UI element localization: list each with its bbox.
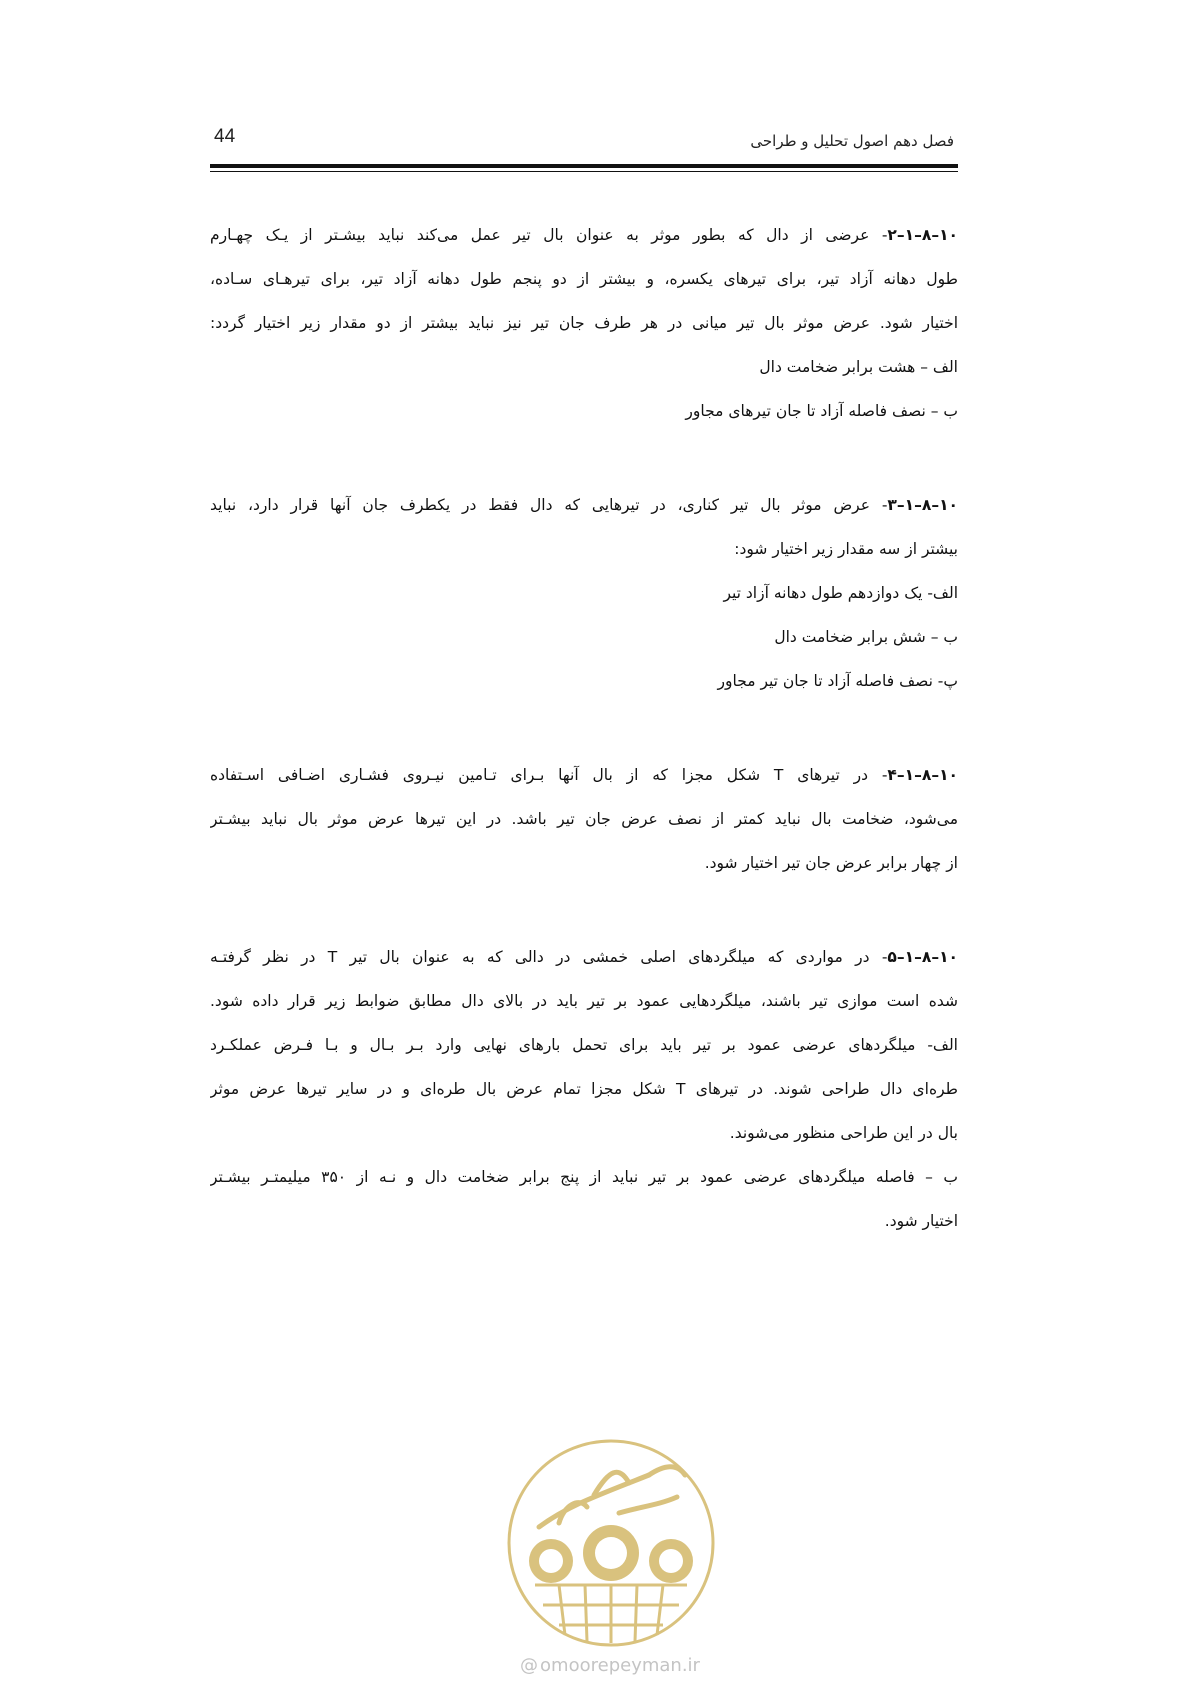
page-number: 44 [214, 126, 236, 147]
list-item: ب – شش برابر ضخامت دال [774, 628, 958, 646]
page-header [210, 120, 958, 160]
company-seal-logo [499, 1435, 723, 1651]
section-text: - در مواردی که میلگردهای اصلی خمشی در دالی که به عنوان بال تیر T در نظر گرفتـه [210, 948, 888, 966]
text-line: اختیار شود. [884, 1212, 958, 1230]
text-line: الف- میلگردهای عرضی عمود بر تیر باید برای تحمل بارهای نهایی وارد بـر بـال و بـا فـرض عملکـرد [210, 1036, 958, 1054]
text-line: شده است موازی تیر باشند، میلگردهایی عمود بر تیر باید در بالای دال مطابق ضوابط زیر قرار داده شود. [210, 992, 958, 1010]
text-line: طول دهانه آزاد تیر، برای تیرهای یکسره، و بیشتر از دو پنجم طول دهانه آزاد تیر، برای تیرهـای سـاده، [210, 270, 958, 288]
text-line [210, 753, 958, 797]
text-line [210, 483, 958, 527]
list-item: الف- یک دوازدهم طول دهانه آزاد تیر [723, 584, 958, 602]
text-line: اختیار شود. عرض موثر بال تیر میانی در هر طرف جان تیر نیز نباید بیشتر از دو مقدار زیر اختیار گردد: [210, 314, 958, 332]
list-item: الف – هشت برابر ضخامت دال [759, 358, 958, 376]
text-line: از چهار برابر عرض جان تیر اختیار شود. [704, 854, 958, 872]
text-line: طره‌ای دال طراحی شوند. در تیرهای T شکل مجزا تمام عرض بال طره‌ای و در سایر تیرها عرض موثر [210, 1080, 958, 1098]
section-10-8-1-5 [210, 935, 958, 1243]
section-10-8-1-4 [210, 753, 958, 885]
section-number: ۱۰–۸–۱–۲ [887, 226, 958, 244]
website-url: omoorepeyman.ir [540, 1655, 700, 1676]
header-rule-thin [210, 171, 958, 172]
header-rule-thick [210, 164, 958, 168]
text-line: ب – فاصله میلگردهای عرضی عمود بر تیر نباید از پنج برابر ضخامت دال و نـه از ۳۵۰ میلیمتـر بیشـتر [210, 1168, 958, 1186]
document-body [210, 213, 958, 1293]
section-number: ۱۰–۸–۱–۵ [887, 948, 958, 966]
section-text: - در تیرهای T شکل مجزا که از بال آنها بـرای تـامین نیـروی فشـاری اضـافی اسـتفاده [210, 766, 888, 784]
text-line [210, 213, 958, 257]
section-text: - عرضی از دال که بطور موثر به عنوان بال تیر عمل می‌کند نباید بیشـتر از یـک چهـارم [210, 226, 888, 244]
at-sign-icon: @ [520, 1655, 539, 1676]
list-item: ب – نصف فاصله آزاد تا جان تیرهای مجاور [685, 402, 958, 420]
section-10-8-1-3 [210, 483, 958, 703]
section-number: ۱۰–۸–۱–۳ [887, 496, 958, 514]
list-item: پ- نصف فاصله آزاد تا جان تیر مجاور [717, 672, 958, 690]
text-line [210, 935, 958, 979]
section-10-8-1-2 [210, 213, 958, 433]
section-text: - عرض موثر بال تیر کناری، در تیرهایی که دال فقط در یکطرف جان آنها قرار دارد، نباید [210, 496, 888, 514]
website-watermark [480, 1655, 740, 1676]
text-line: بال در این طراحی منظور می‌شوند. [729, 1124, 958, 1142]
text-line: بیشتر از سه مقدار زیر اختیار شود: [734, 540, 958, 558]
text-line: می‌شود، ضخامت بال نباید کمتر از نصف عرض جان تیر باشد. در این تیرها عرض موثر بال نباید بیشـتر [210, 810, 958, 828]
chapter-title: فصل دهم اصول تحلیل و طراحی [750, 132, 954, 150]
section-number: ۱۰–۸–۱–۴ [887, 766, 958, 784]
